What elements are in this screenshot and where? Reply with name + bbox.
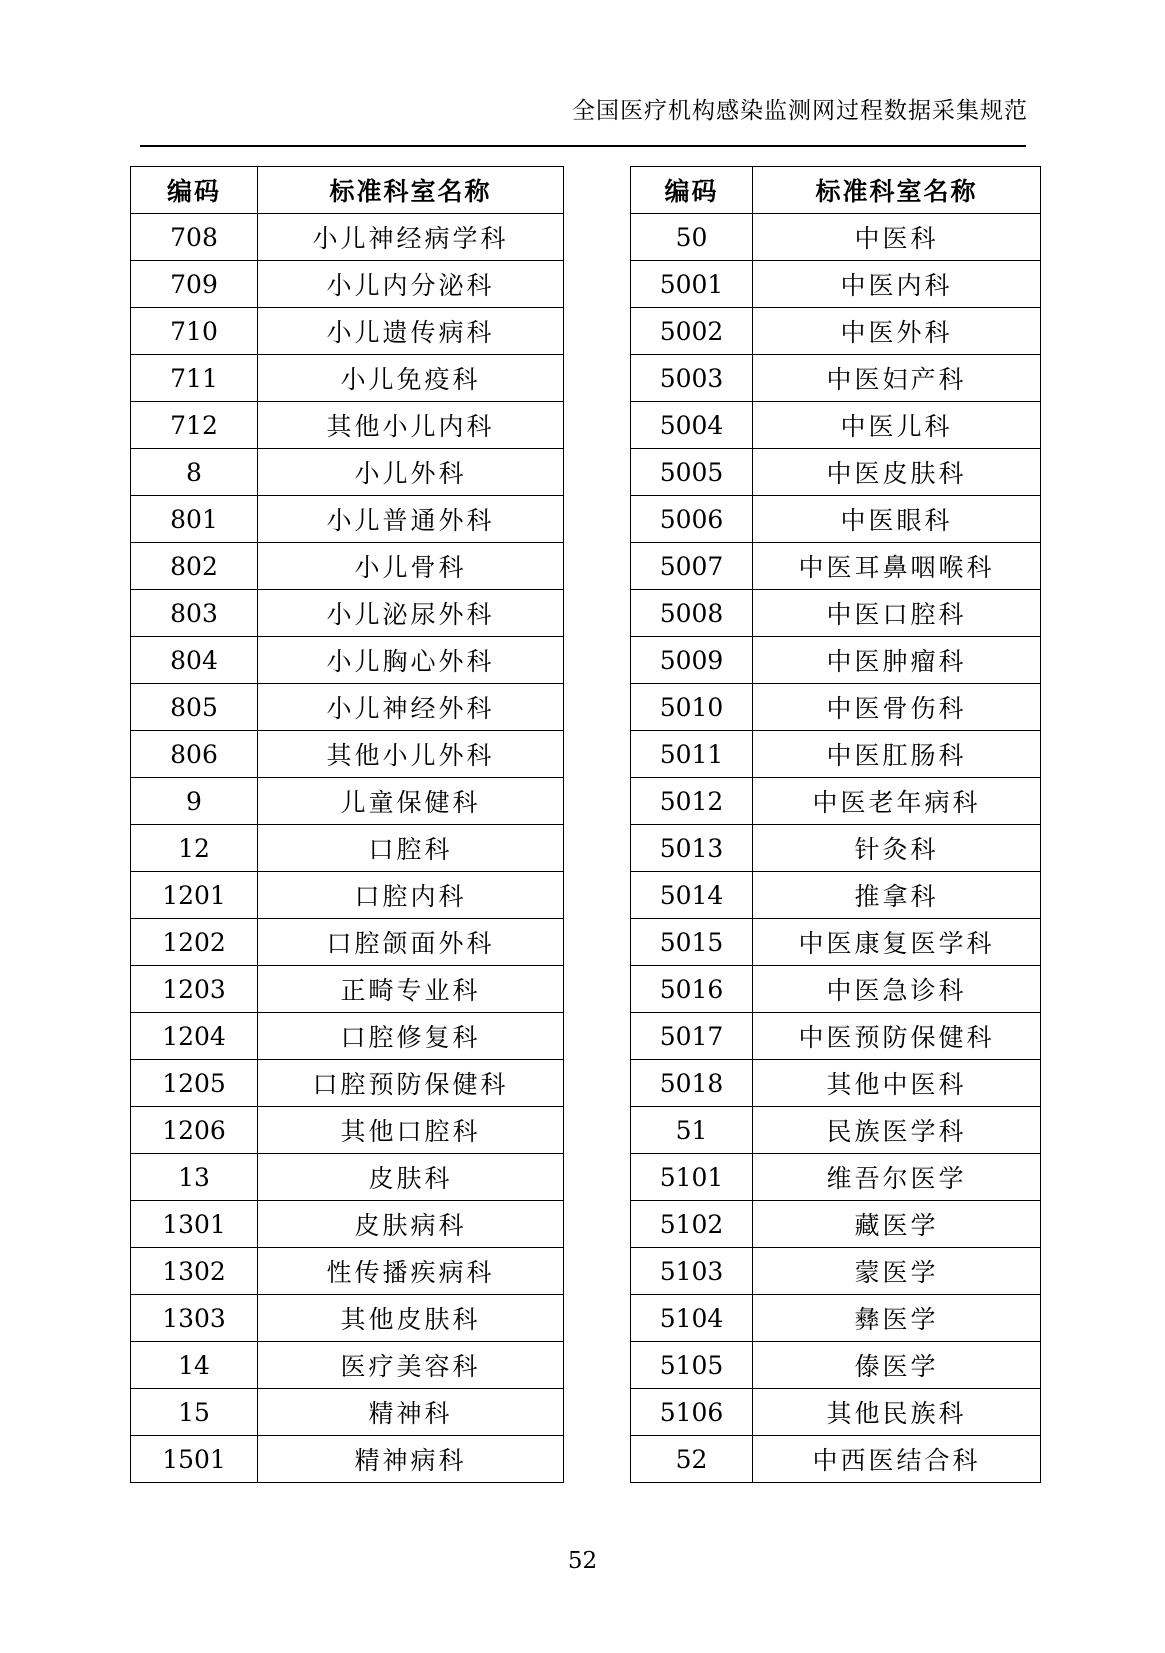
column-header-dept-name: 标准科室名称 <box>258 167 564 214</box>
header-rule <box>140 145 1026 147</box>
table-row <box>131 496 564 543</box>
dept-name-cell: 中医老年病科 <box>753 778 1041 825</box>
dept-code-cell: 51 <box>631 1107 753 1154</box>
table-row <box>631 1436 1041 1483</box>
dept-code-cell: 8 <box>131 449 258 496</box>
table-row <box>131 308 564 355</box>
dept-code-cell: 9 <box>131 778 258 825</box>
dept-name-cell: 皮肤科 <box>258 1154 564 1201</box>
dept-name-cell: 中医肛肠科 <box>753 731 1041 778</box>
dept-name-cell: 儿童保健科 <box>258 778 564 825</box>
dept-code-cell: 5105 <box>631 1342 753 1389</box>
dept-code-cell: 5009 <box>631 637 753 684</box>
dept-name-cell: 小儿神经外科 <box>258 684 564 731</box>
dept-code-cell: 5011 <box>631 731 753 778</box>
dept-code-cell: 15 <box>131 1389 258 1436</box>
table-row <box>131 449 564 496</box>
table-row <box>131 1154 564 1201</box>
dept-code-cell: 5008 <box>631 590 753 637</box>
dept-name-cell: 维吾尔医学 <box>753 1154 1041 1201</box>
dept-name-cell: 小儿神经病学科 <box>258 214 564 261</box>
table-row <box>131 919 564 966</box>
dept-name-cell: 中医预防保健科 <box>753 1013 1041 1060</box>
dept-code-cell: 5102 <box>631 1201 753 1248</box>
dept-name-cell: 中医康复医学科 <box>753 919 1041 966</box>
dept-code-cell: 5015 <box>631 919 753 966</box>
dept-code-cell: 805 <box>131 684 258 731</box>
table-row <box>131 1436 564 1483</box>
table-row <box>631 1201 1041 1248</box>
table-row <box>131 1201 564 1248</box>
dept-name-cell: 小儿内分泌科 <box>258 261 564 308</box>
table-row <box>631 1342 1041 1389</box>
dept-name-cell: 中医内科 <box>753 261 1041 308</box>
table-row <box>131 1013 564 1060</box>
table-row <box>631 966 1041 1013</box>
table-row <box>631 214 1041 261</box>
dept-code-cell: 5012 <box>631 778 753 825</box>
table-row <box>131 1295 564 1342</box>
table-row <box>131 543 564 590</box>
table-row <box>131 1342 564 1389</box>
dept-name-cell: 中医外科 <box>753 308 1041 355</box>
table-row <box>631 1060 1041 1107</box>
dept-name-cell: 皮肤病科 <box>258 1201 564 1248</box>
table-row <box>631 1154 1041 1201</box>
table-row <box>131 731 564 778</box>
column-header-code: 编码 <box>131 167 258 214</box>
table-row <box>631 261 1041 308</box>
dept-code-cell: 804 <box>131 637 258 684</box>
dept-code-cell: 5007 <box>631 543 753 590</box>
dept-name-cell: 性传播疾病科 <box>258 1248 564 1295</box>
table-row <box>131 1389 564 1436</box>
dept-name-cell: 针灸科 <box>753 825 1041 872</box>
dept-name-cell: 蒙医学 <box>753 1248 1041 1295</box>
table-row <box>631 1389 1041 1436</box>
dept-code-cell: 5104 <box>631 1295 753 1342</box>
dept-name-cell: 小儿外科 <box>258 449 564 496</box>
dept-name-cell: 小儿免疫科 <box>258 355 564 402</box>
dept-code-cell: 1203 <box>131 966 258 1013</box>
dept-name-cell: 藏医学 <box>753 1201 1041 1248</box>
column-header-code: 编码 <box>631 167 753 214</box>
dept-name-cell: 中医眼科 <box>753 496 1041 543</box>
dept-name-cell: 中医肿瘤科 <box>753 637 1041 684</box>
dept-code-cell: 1206 <box>131 1107 258 1154</box>
column-header-dept-name: 标准科室名称 <box>753 167 1041 214</box>
dept-code-cell: 5004 <box>631 402 753 449</box>
dept-code-cell: 5101 <box>631 1154 753 1201</box>
table-row <box>131 355 564 402</box>
table-header-row <box>631 167 1041 214</box>
dept-name-cell: 小儿普通外科 <box>258 496 564 543</box>
table-row <box>631 1295 1041 1342</box>
dept-code-cell: 1303 <box>131 1295 258 1342</box>
dept-name-cell: 中医皮肤科 <box>753 449 1041 496</box>
dept-code-cell: 13 <box>131 1154 258 1201</box>
dept-code-cell: 5014 <box>631 872 753 919</box>
dept-name-cell: 其他口腔科 <box>258 1107 564 1154</box>
table-row <box>631 872 1041 919</box>
dept-name-cell: 其他小儿外科 <box>258 731 564 778</box>
dept-code-cell: 710 <box>131 308 258 355</box>
table-row <box>631 1107 1041 1154</box>
dept-name-cell: 中医科 <box>753 214 1041 261</box>
dept-code-cell: 5016 <box>631 966 753 1013</box>
dept-code-cell: 52 <box>631 1436 753 1483</box>
dept-name-cell: 其他小儿内科 <box>258 402 564 449</box>
dept-code-cell: 1302 <box>131 1248 258 1295</box>
table-row <box>631 308 1041 355</box>
table-row <box>631 543 1041 590</box>
dept-name-cell: 精神科 <box>258 1389 564 1436</box>
table-header-row <box>131 167 564 214</box>
dept-code-cell: 1501 <box>131 1436 258 1483</box>
dept-code-cell: 5106 <box>631 1389 753 1436</box>
table-row <box>131 214 564 261</box>
dept-name-cell: 精神病科 <box>258 1436 564 1483</box>
dept-code-cell: 711 <box>131 355 258 402</box>
dept-name-cell: 其他中医科 <box>753 1060 1041 1107</box>
dept-name-cell: 中医口腔科 <box>753 590 1041 637</box>
table-row <box>131 778 564 825</box>
dept-code-cell: 5010 <box>631 684 753 731</box>
dept-name-cell: 口腔预防保健科 <box>258 1060 564 1107</box>
dept-name-cell: 中西医结合科 <box>753 1436 1041 1483</box>
table-row <box>631 402 1041 449</box>
dept-code-cell: 5017 <box>631 1013 753 1060</box>
dept-name-cell: 中医妇产科 <box>753 355 1041 402</box>
dept-name-cell: 其他皮肤科 <box>258 1295 564 1342</box>
table-row <box>631 590 1041 637</box>
dept-name-cell: 小儿遗传病科 <box>258 308 564 355</box>
dept-name-cell: 医疗美容科 <box>258 1342 564 1389</box>
table-row <box>631 449 1041 496</box>
table-row <box>131 872 564 919</box>
dept-code-cell: 5103 <box>631 1248 753 1295</box>
table-row <box>131 966 564 1013</box>
dept-code-cell: 5002 <box>631 308 753 355</box>
dept-name-cell: 中医儿科 <box>753 402 1041 449</box>
dept-code-cell: 12 <box>131 825 258 872</box>
dept-name-cell: 小儿骨科 <box>258 543 564 590</box>
table-row <box>131 825 564 872</box>
table-row <box>631 731 1041 778</box>
dept-name-cell: 中医急诊科 <box>753 966 1041 1013</box>
dept-code-cell: 5013 <box>631 825 753 872</box>
department-code-table-left <box>130 166 564 1483</box>
dept-code-cell: 709 <box>131 261 258 308</box>
table-row <box>131 261 564 308</box>
dept-code-cell: 5018 <box>631 1060 753 1107</box>
table-row <box>131 1107 564 1154</box>
dept-name-cell: 小儿胸心外科 <box>258 637 564 684</box>
dept-code-cell: 708 <box>131 214 258 261</box>
dept-code-cell: 5005 <box>631 449 753 496</box>
dept-code-cell: 1201 <box>131 872 258 919</box>
dept-code-cell: 5001 <box>631 261 753 308</box>
table-row <box>131 684 564 731</box>
dept-name-cell: 小儿泌尿外科 <box>258 590 564 637</box>
department-code-table-right <box>630 166 1041 1483</box>
table-row <box>131 1060 564 1107</box>
dept-name-cell: 其他民族科 <box>753 1389 1041 1436</box>
dept-name-cell: 中医骨伤科 <box>753 684 1041 731</box>
page-number: 52 <box>567 1548 598 1574</box>
table-body <box>631 214 1041 1483</box>
dept-name-cell: 推拿科 <box>753 872 1041 919</box>
dept-code-cell: 1202 <box>131 919 258 966</box>
dept-code-cell: 806 <box>131 731 258 778</box>
dept-code-cell: 803 <box>131 590 258 637</box>
dept-code-cell: 50 <box>631 214 753 261</box>
table-row <box>631 637 1041 684</box>
table-row <box>631 919 1041 966</box>
dept-code-cell: 1301 <box>131 1201 258 1248</box>
dept-code-cell: 5006 <box>631 496 753 543</box>
table-row <box>131 402 564 449</box>
dept-name-cell: 口腔修复科 <box>258 1013 564 1060</box>
dept-name-cell: 中医耳鼻咽喉科 <box>753 543 1041 590</box>
table-row <box>131 637 564 684</box>
dept-code-cell: 5003 <box>631 355 753 402</box>
dept-name-cell: 傣医学 <box>753 1342 1041 1389</box>
dept-code-cell: 801 <box>131 496 258 543</box>
table-row <box>131 1248 564 1295</box>
dept-name-cell: 正畸专业科 <box>258 966 564 1013</box>
table-row <box>631 496 1041 543</box>
dept-name-cell: 民族医学科 <box>753 1107 1041 1154</box>
dept-code-cell: 802 <box>131 543 258 590</box>
dept-name-cell: 口腔内科 <box>258 872 564 919</box>
table-row <box>631 355 1041 402</box>
table-row <box>631 684 1041 731</box>
dept-name-cell: 口腔科 <box>258 825 564 872</box>
table-row <box>631 1248 1041 1295</box>
table-row <box>631 1013 1041 1060</box>
table-row <box>631 825 1041 872</box>
dept-code-cell: 14 <box>131 1342 258 1389</box>
table-body <box>131 214 564 1483</box>
table-row <box>631 778 1041 825</box>
dept-name-cell: 口腔颌面外科 <box>258 919 564 966</box>
dept-code-cell: 712 <box>131 402 258 449</box>
dept-name-cell: 彝医学 <box>753 1295 1041 1342</box>
table-row <box>131 590 564 637</box>
dept-code-cell: 1205 <box>131 1060 258 1107</box>
dept-code-cell: 1204 <box>131 1013 258 1060</box>
running-header-title: 全国医疗机构感染监测网过程数据采集规范 <box>572 98 1028 124</box>
